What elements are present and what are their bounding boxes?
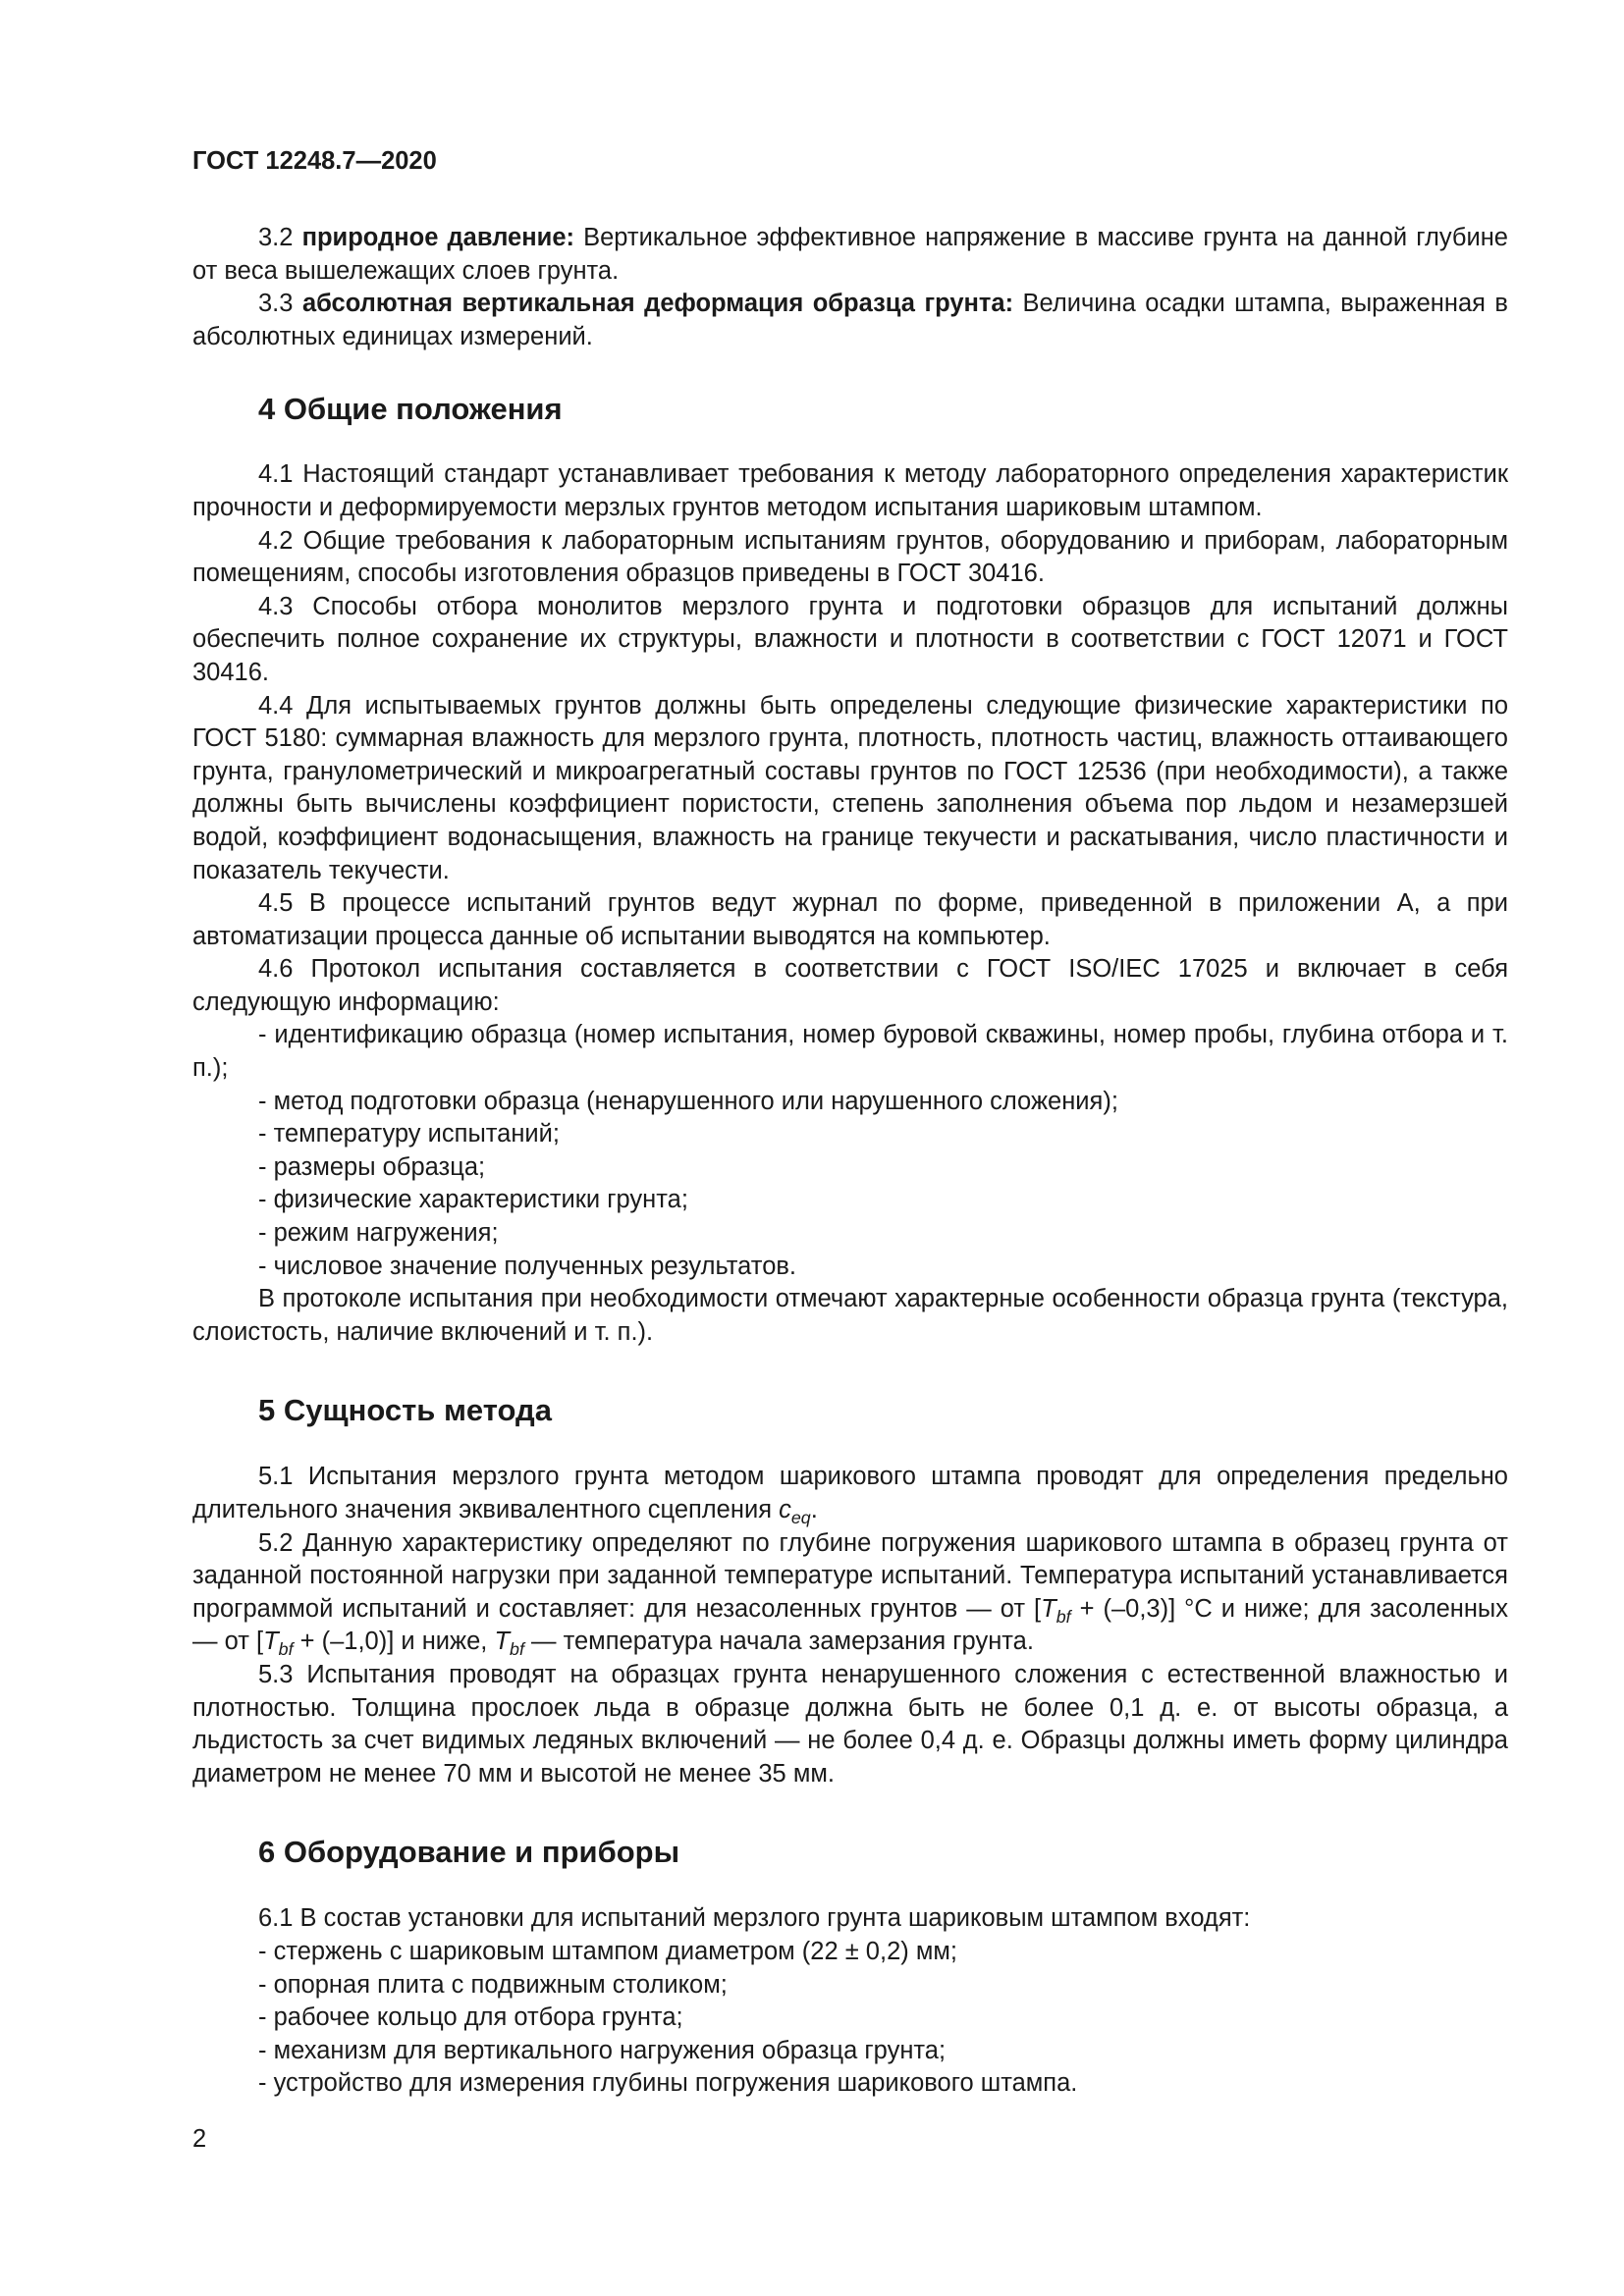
list-item: - размеры образца;	[258, 1152, 486, 1181]
paragraph-4-1: 4.1 Настоящий стандарт устанавливает требования к методу лабораторного определения характеристик прочности и деформируемости мерзлых грунтов методом испытания шариковым штампом.	[192, 460, 1508, 521]
list-item: - температуру испытаний;	[258, 1120, 560, 1148]
section-5-heading: 5 Сущность метода	[258, 1393, 552, 1428]
variable-t: T	[494, 1628, 511, 1656]
section-6-heading: 6 Оборудование и приборы	[258, 1835, 680, 1870]
subscript-bf: bf	[1056, 1606, 1071, 1627]
paragraph-4-6: 4.6 Протокол испытания составляется в соответствии с ГОСТ ISO/IEC 17025 и включает в себя следующую информацию:	[192, 955, 1508, 1016]
term-name: природное давление:	[301, 224, 574, 251]
document-body	[192, 222, 1508, 2101]
variable-t: T	[263, 1628, 279, 1656]
term-name: абсолютная вертикальная деформация образца грунта:	[301, 290, 1014, 318]
list-item: - идентификацию образца (номер испытания, номер буровой скважины, номер пробы, глубина отбора и т. п.);	[192, 1021, 1508, 1083]
paragraph-5-2	[192, 1527, 1508, 1659]
paragraph-text: 5.1 Испытания мерзлого грунта методом шарикового штампа проводят для определения предельно длительного значения эквивалентного сцепления	[192, 1463, 1508, 1523]
list-item: - устройство для измерения глубины погружения шарикового штампа.	[258, 2069, 1078, 2098]
paragraph-4-5: 4.5 В процессе испытаний грунтов ведут журнал по форме, приведенной в приложении А, а при автоматизации процесса данные об испытании выводятся на компьютер.	[192, 889, 1508, 950]
subscript-eq: eq	[790, 1508, 811, 1527]
paragraph-4-3: 4.3 Способы отбора монолитов мерзлого грунта и подготовки образцов для испытаний должны обеспечить полное сохранение их структуры, влажности и плотности в соответствии с ГОСТ 12071 и ГОСТ 30416.	[192, 592, 1508, 686]
term-definition: Величина осадки штампа, выраженная в абсолютных единицах измерений.	[192, 290, 1508, 350]
paragraph-text: + (–1,0)] и ниже,	[293, 1628, 495, 1656]
list-item: - опорная плита с подвижным столиком;	[258, 1970, 728, 1999]
term-number: 3.3	[258, 290, 302, 318]
variable-c: c	[779, 1496, 791, 1523]
section-4-heading: 4 Общие положения	[258, 392, 563, 427]
term-definition: Вертикальное эффективное напряжение в массиве грунта на данной глубине от веса вышележащих слоев грунта.	[192, 224, 1508, 285]
term-3-2	[192, 222, 1508, 288]
paragraph-4-4: 4.4 Для испытываемых грунтов должны быть определены следующие физические характеристики по ГОСТ 5180: суммарная влажность для мерзлого грунта, плотность, плотность частиц, влажность оттаивающего грунта, гранулометрический и микроагрегатный составы грунтов по ГОСТ 12536 (при необходимости), а также должны быть вычислены коэффициент пористости, степень заполнения объема пор льдом и незамерзшей водой, коэффициент водонасыщения, влажность на границе текучести и раскатывания, число пластичности и показатель текучести.	[192, 691, 1508, 884]
list-item: - механизм для вертикального нагружения образца грунта;	[258, 2036, 947, 2064]
paragraph-text: — температура начала замерзания грунта.	[523, 1628, 1034, 1656]
list-item: - рабочее кольцо для отбора грунта;	[258, 2003, 683, 2032]
paragraph-5-3: 5.3 Испытания проводят на образцах грунта ненарушенного сложения с естественной влажностью и плотностью. Толщина прослоек льда в образце должна быть не более 0,1 д. е. от высоты образца, а льдистость за счет видимых ледяных включений — не более 0,4 д. е. Образцы должны иметь форму цилиндра диаметром не менее 70 мм и высотой не менее 35 мм.	[192, 1660, 1508, 1788]
list-item: - режим нагружения;	[258, 1219, 499, 1248]
paragraph-5-1	[192, 1461, 1508, 1526]
paragraph-text: .	[810, 1496, 818, 1523]
list-item: - метод подготовки образца (ненарушенного или нарушенного сложения);	[258, 1087, 1118, 1115]
list-item: - физические характеристики грунта;	[258, 1186, 688, 1214]
variable-t: T	[1041, 1594, 1056, 1623]
list-item: - стержень с шариковым штампом диаметром (22 ± 0,2) мм;	[258, 1937, 957, 1965]
paragraph-4-2: 4.2 Общие требования к лабораторным испытаниям грунтов, оборудованию и приборам, лабораторным помещениям, способы изготовления образцов приведены в ГОСТ 30416.	[192, 526, 1508, 588]
subscript-bf: bf	[278, 1639, 294, 1660]
paragraph-6-1: 6.1 В состав установки для испытаний мерзлого грунта шариковым штампом входят:	[258, 1904, 1251, 1933]
paragraph-text: 5.2 Данную характеристику определяют по глубине погружения шарикового штампа в образец грунта от заданной постоянной нагрузки при заданной температуре испытаний. Температура испытаний устанавливается программой испытаний и составляет: для незасоленных грунтов — от [	[192, 1528, 1508, 1623]
paragraph-4-7: В протоколе испытания при необходимости отмечают характерные особенности образца грунта (текстура, слоистость, наличие включений и т. п.).	[192, 1285, 1508, 1346]
document-number-header: ГОСТ 12248.7—2020	[192, 147, 437, 175]
subscript-bf: bf	[510, 1639, 524, 1660]
paragraph-text: + (–0,3)] °С и ниже; для засоленных — от [	[192, 1594, 1508, 1656]
list-item: - числовое значение полученных результатов.	[258, 1252, 797, 1280]
page-number: 2	[192, 2125, 207, 2153]
term-number: 3.2	[258, 224, 302, 251]
term-3-3	[192, 288, 1508, 353]
